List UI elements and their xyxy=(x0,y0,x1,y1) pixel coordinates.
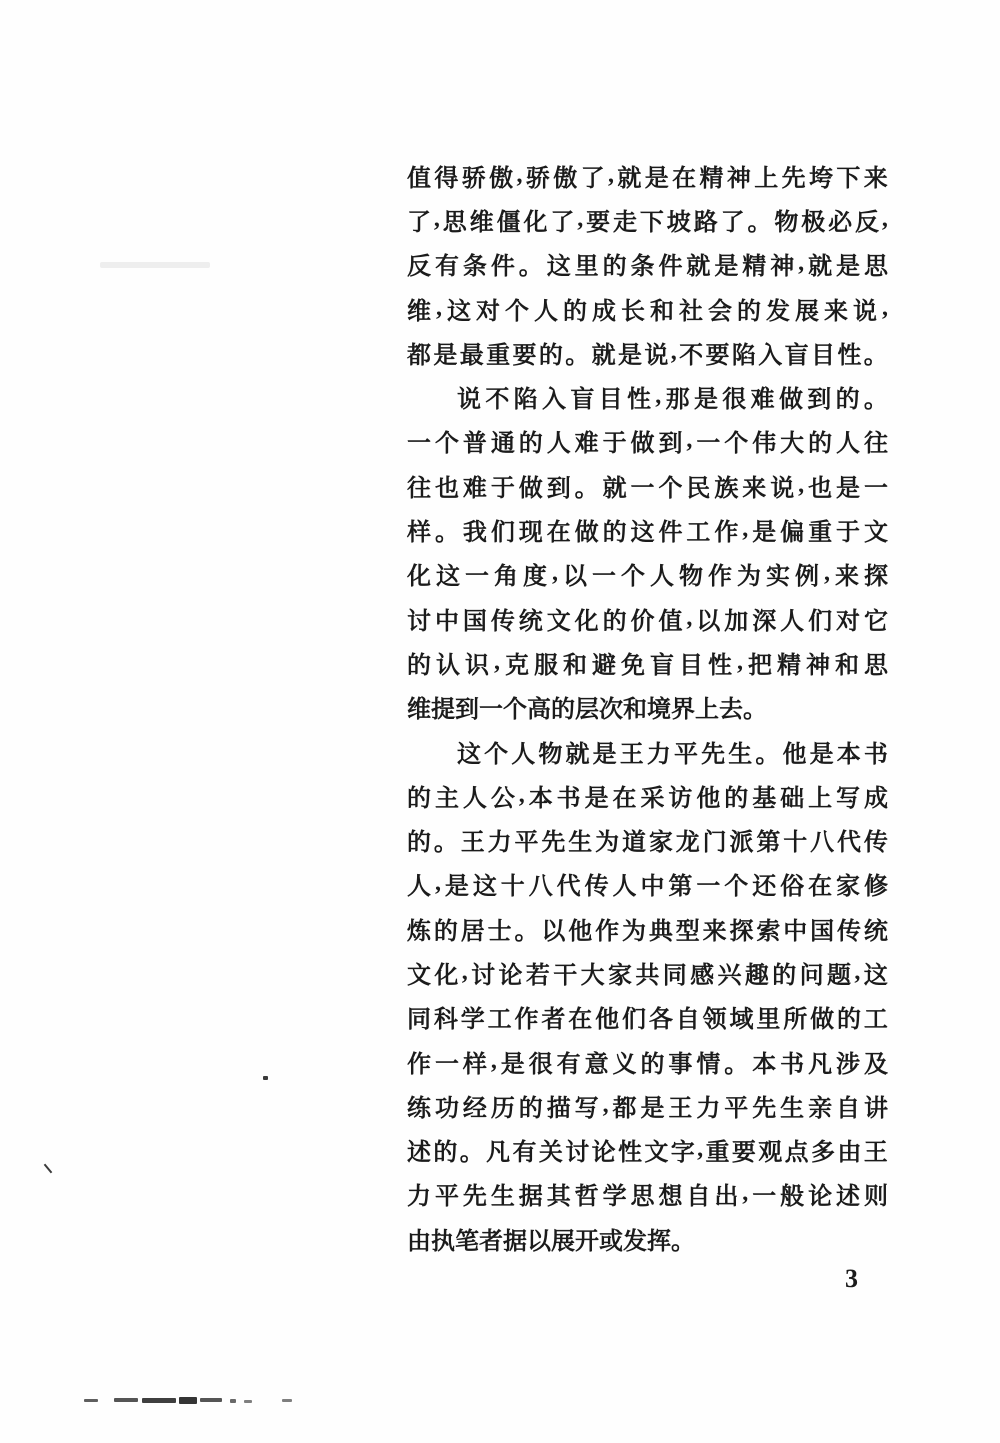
text-line: 化 这 一 角 度 , 以 一 个 人 物 作 为 实 例 , 来 探 xyxy=(407,560,888,591)
scan-smudge-bottom-left xyxy=(84,1396,304,1406)
text-line: 述 的 。 凡 有 关 讨 论 性 文 字 , 重 要 观 点 多 由 王 xyxy=(407,1136,888,1167)
text-line: 往 也 难 于 做 到 。 就 一 个 民 族 来 说 , 也 是 一 xyxy=(407,471,888,502)
scan-dot-artifact xyxy=(263,1076,268,1080)
text-line: 的 。 王 力 平 先 生 为 道 家 龙 门 派 第 十 八 代 传 xyxy=(407,830,888,857)
text-line: 炼 的 居 士 。 以 他 作 为 典 型 来 探 索 中 国 传 统 xyxy=(407,918,888,945)
text-line: 值 得 骄 傲 , 骄 傲 了 , 就 是 在 精 神 上 先 垮 下 来 xyxy=(407,161,888,192)
text-line: 样 。 我 们 现 在 做 的 这 件 工 作 , 是 偏 重 于 文 xyxy=(407,516,888,547)
text-line: 一 个 普 通 的 人 难 于 做 到 , 一 个 伟 大 的 人 往 xyxy=(407,427,888,458)
text-line: 力 平 先 生 据 其 哲 学 思 想 自 出 , 一 般 论 述 则 xyxy=(407,1180,888,1211)
text-line: 反 有 条 件 。 这 里 的 条 件 就 是 精 神 , 就 是 思 xyxy=(407,250,888,281)
scan-smudge-faint xyxy=(100,262,210,268)
text-line: 练 功 经 历 的 描 写 , 都 是 王 力 平 先 生 亲 自 讲 xyxy=(407,1091,888,1122)
text-line: 同 科 学 工 作 者 在 他 们 各 自 领 域 里 所 做 的 工 xyxy=(407,1007,888,1034)
text-line: 维 提 到 一 个 高 的 层 次 和 境 界 上 去 。 xyxy=(407,697,767,724)
text-line: 人 , 是 这 十 八 代 传 人 中 第 一 个 还 俗 在 家 修 xyxy=(407,870,888,901)
scan-slash-artifact xyxy=(43,1164,52,1173)
text-line: 的 主 人 公 , 本 书 是 在 采 访 他 的 基 础 上 写 成 xyxy=(407,781,888,812)
text-line: 了 , 思 维 僵 化 了 , 要 走 下 坡 路 了 。 物 极 必 反 , xyxy=(407,205,888,236)
text-line: 的 认 识 , 克 服 和 避 免 盲 目 性 , 把 精 神 和 思 xyxy=(407,648,888,679)
text-line: 文 化 , 讨 论 若 干 大 家 共 同 感 兴 趣 的 问 题 , 这 xyxy=(407,958,888,989)
text-line: 说 不 陷 入 盲 目 性 , 那 是 很 难 做 到 的 。 xyxy=(457,383,888,414)
text-line: 维 , 这 对 个 人 的 成 长 和 社 会 的 发 展 来 说 , xyxy=(407,294,888,325)
text-line: 由 执 笔 者 据 以 展 开 或 发 挥 。 xyxy=(407,1228,695,1255)
text-line: 作 一 样 , 是 很 有 意 义 的 事 情 。 本 书 凡 涉 及 xyxy=(407,1047,888,1078)
text-line: 都 是 最 重 要 的 。 就 是 说 , 不 要 陷 入 盲 目 性 。 xyxy=(407,338,888,369)
text-line: 讨 中 国 传 统 文 化 的 价 值 , 以 加 深 人 们 对 它 xyxy=(407,604,888,635)
text-block xyxy=(407,153,888,1260)
page-number: 3 xyxy=(845,1264,858,1293)
text-line: 这 个 人 物 就 是 王 力 平 先 生 。 他 是 本 书 xyxy=(457,741,888,768)
